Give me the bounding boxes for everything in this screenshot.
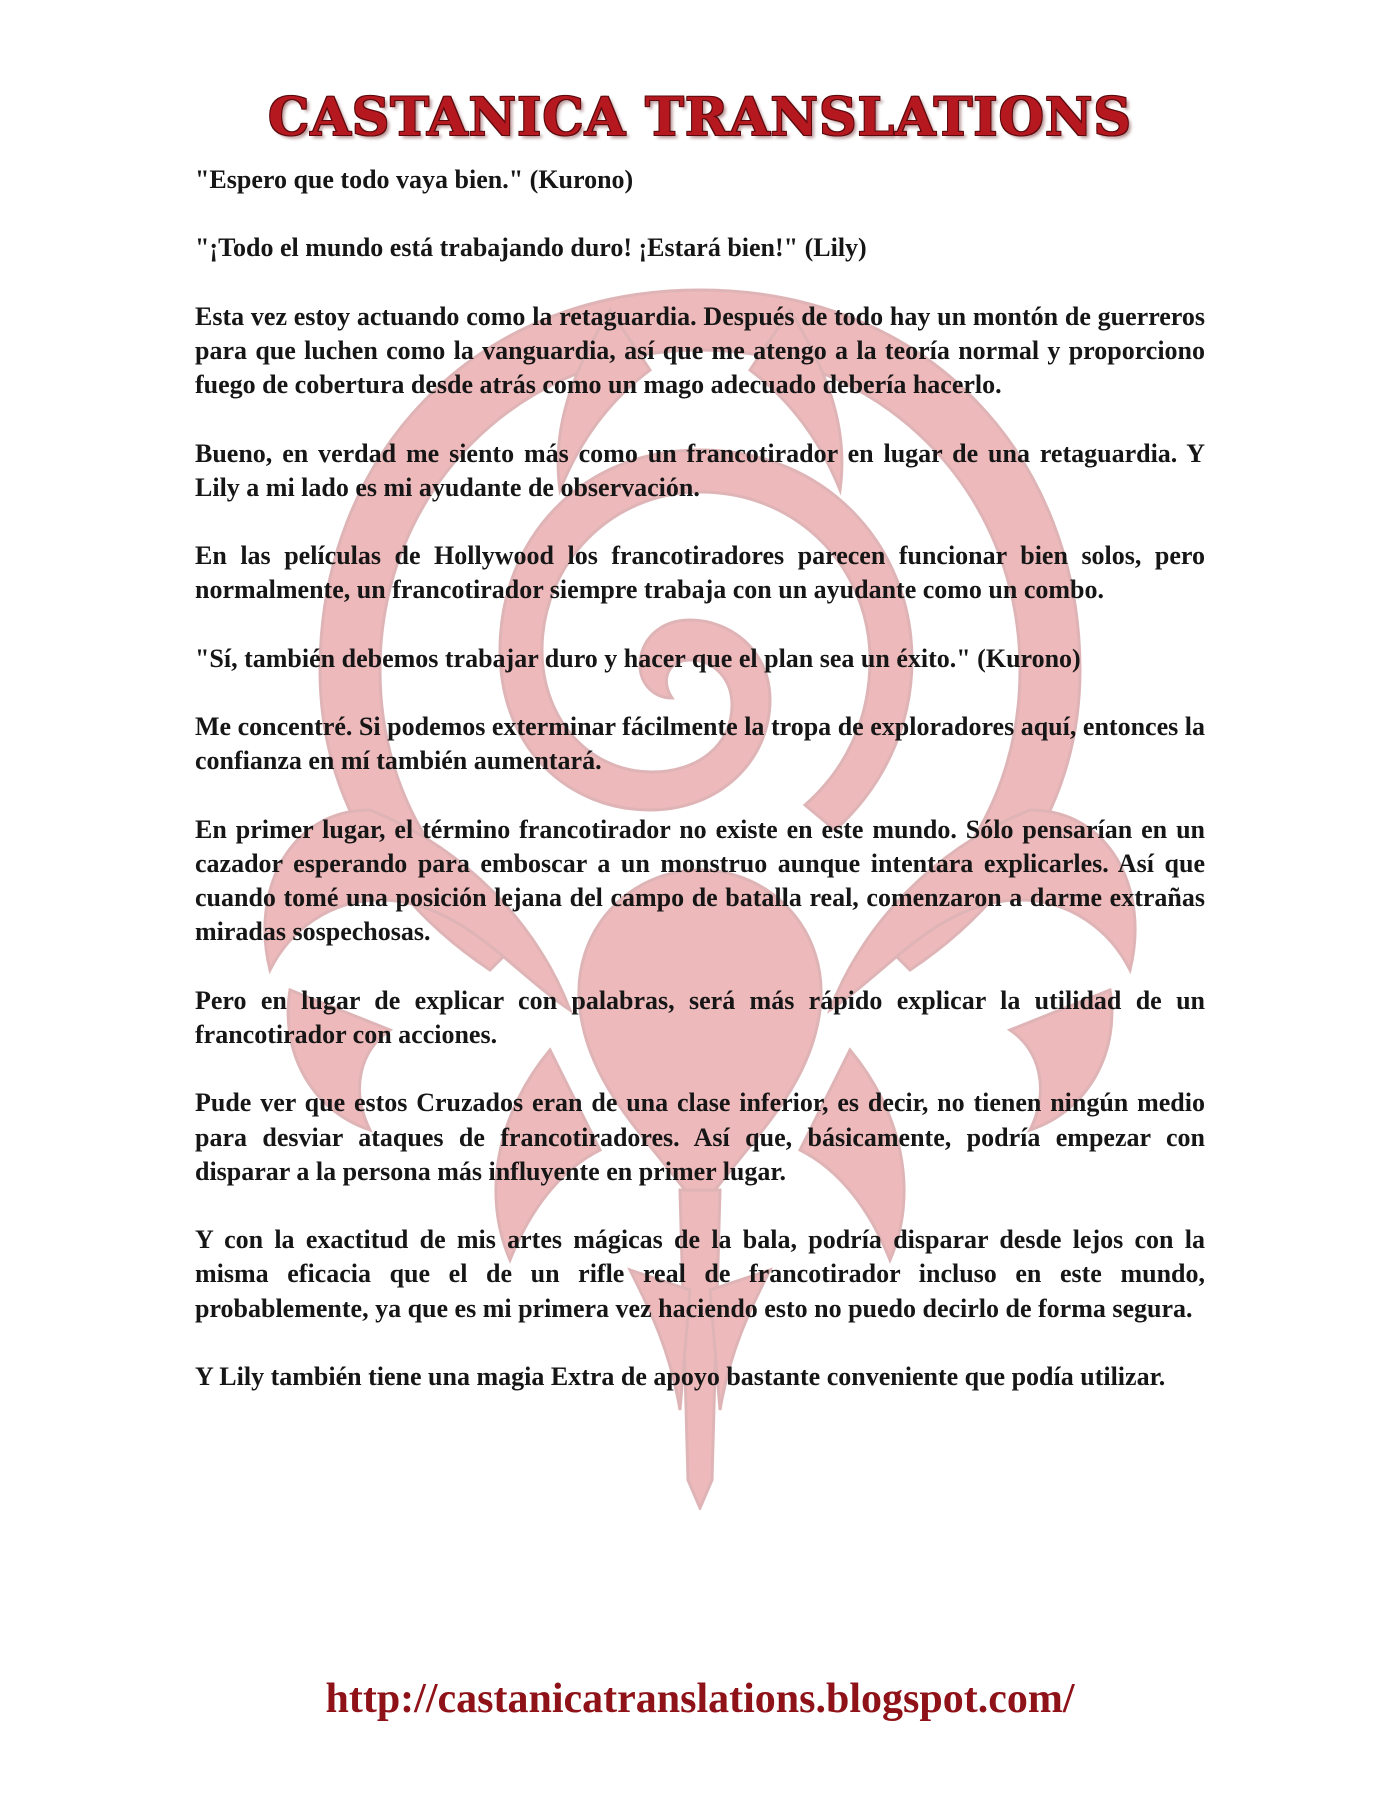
paragraph: Pude ver que estos Cruzados eran de una clase inferior, es decir, no tienen ningún medio para desviar ataques de francotiradores. Así que, básicamente, podría empezar con disparar a la persona más influyente en primer lugar. [195, 1088, 1205, 1186]
brand-title: CASTANICA TRANSLATIONS [268, 87, 1132, 148]
paragraph: En primer lugar, el término francotirador no existe en este mundo. Sólo pensarían en un cazador esperando para emboscar a un monstruo aunque intentara explicarles. Así que cuando tomé una posición lejana del campo de batalla real, comenzaron a darme extrañas miradas sospechosas. [195, 814, 1205, 947]
paragraph: Bueno, en verdad me siento más como un francotirador en lugar de una retaguardia. Y Lily a mi lado es mi ayudante de observación. [195, 438, 1205, 502]
paragraph: "Sí, también debemos trabajar duro y hacer que el plan sea un éxito." (Kurono) [195, 643, 1081, 673]
footer-link[interactable]: http://castanicatranslations.blogspot.com/ [325, 1676, 1075, 1722]
story-text [195, 163, 1205, 1428]
paragraph: Y Lily también tiene una magia Extra de apoyo bastante conveniente que podía utilizar. [195, 1361, 1166, 1391]
paragraph: Pero en lugar de explicar con palabras, será más rápido explicar la utilidad de un francotirador con acciones. [195, 985, 1205, 1049]
paragraph: En las películas de Hollywood los francotiradores parecen funcionar bien solos, pero normalmente, un francotirador siempre trabaja con un ayudante como un combo. [195, 541, 1205, 605]
paragraph: "¡Todo el mundo está trabajando duro! ¡Estará bien!" (Lily) [195, 233, 867, 263]
paragraph: Me concentré. Si podemos exterminar fácilmente la tropa de exploradores aquí, entonces la confianza en mí también aumentará. [195, 712, 1205, 776]
paragraph: Y con la exactitud de mis artes mágicas de la bala, podría disparar desde lejos con la misma eficacia que el de un rifle real de francotirador incluso en este mundo, probablemente, ya que es mi primera vez haciendo esto no puedo decirlo de forma segura. [195, 1225, 1205, 1323]
paragraph: "Espero que todo vaya bien." (Kurono) [195, 165, 634, 194]
paragraph: Esta vez estoy actuando como la retaguardia. Después de todo hay un montón de guerreros para que luchen como la vanguardia, así que me atengo a la teoría normal y proporciono fuego de cobertura desde atrás como un mago adecuado debería hacerlo. [195, 301, 1205, 400]
